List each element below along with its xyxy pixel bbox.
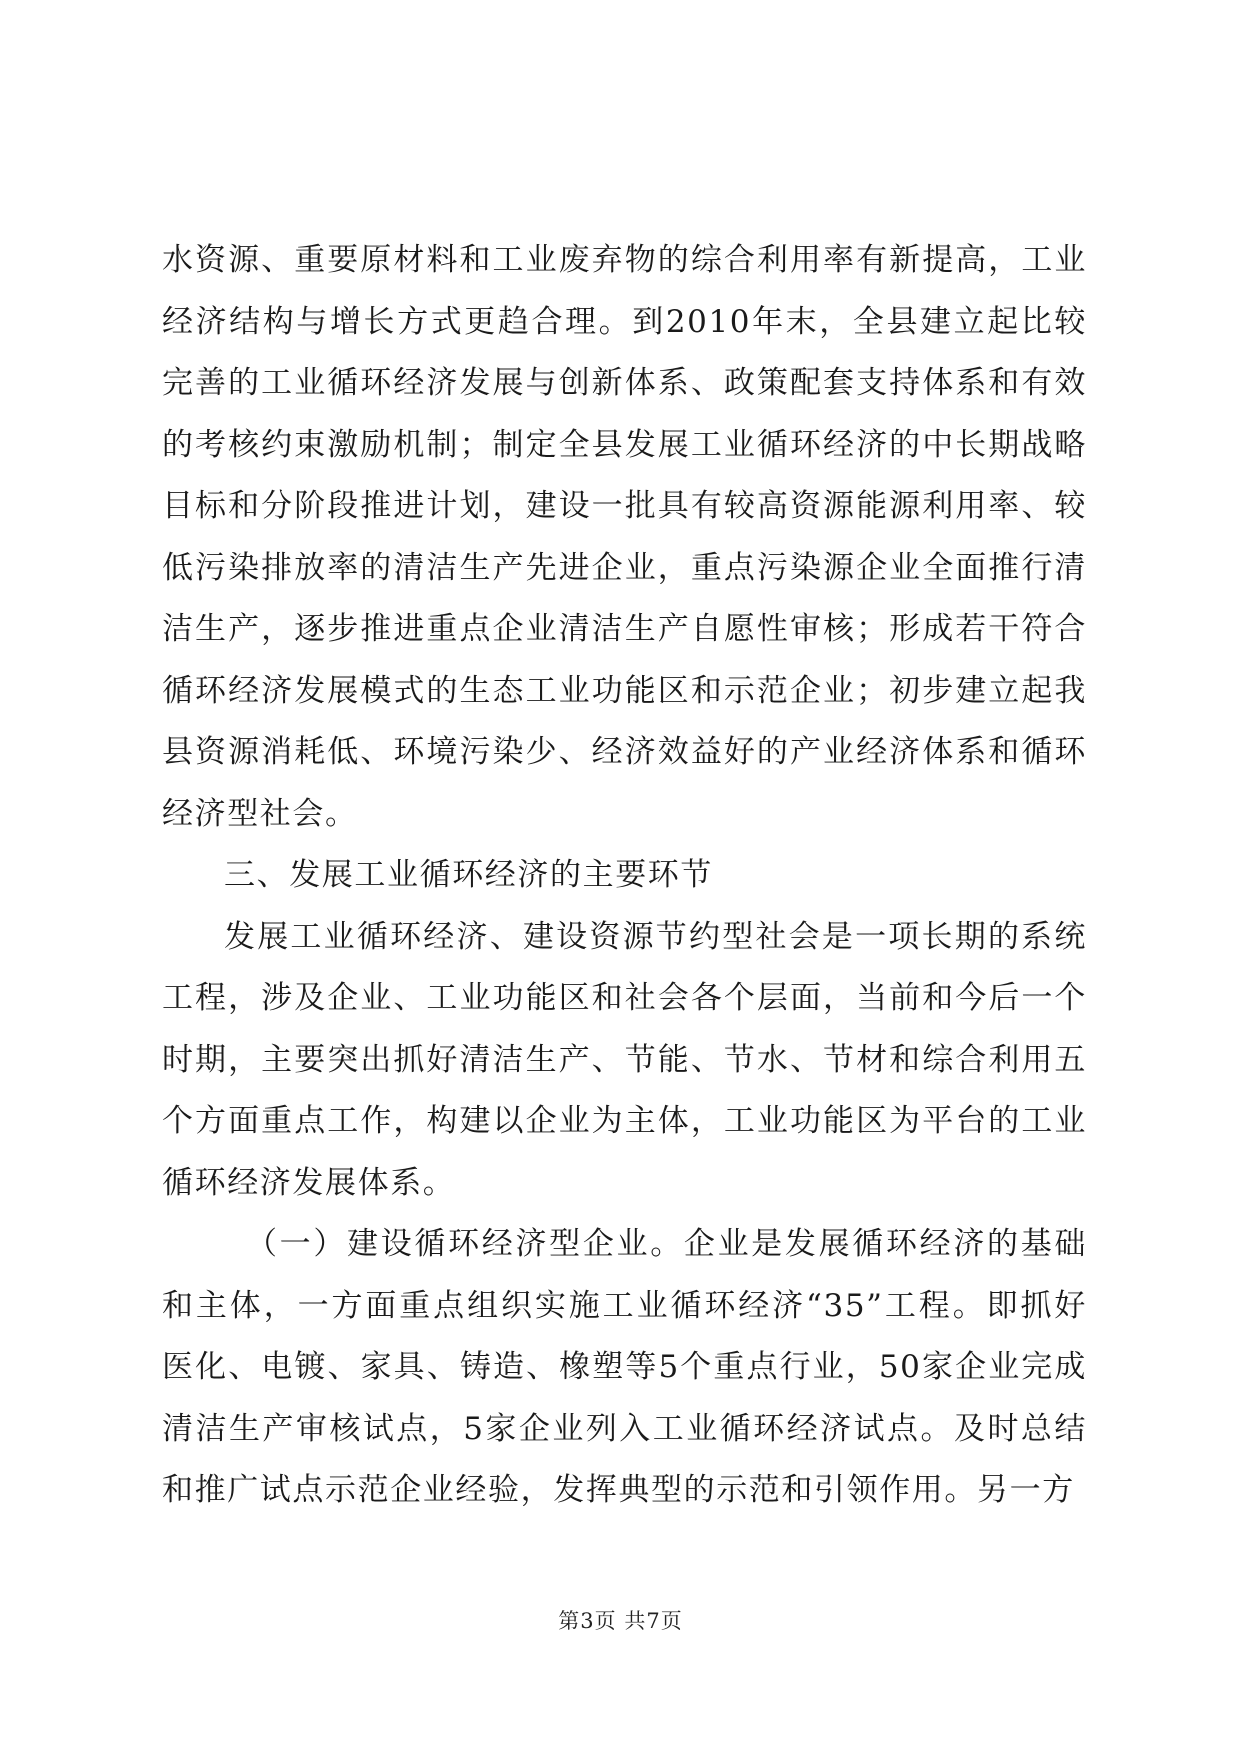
paragraph-overview: 发展工业循环经济、建设资源节约型社会是一项长期的系统工程，涉及企业、工业功能区和社会各个层面，当前和今后一个时期，主要突出抓好清洁生产、节能、节水、节材和综合利用五个方面重点工作，构建以企业为主体，工业功能区为平台的工业循环经济发展体系。 bbox=[162, 918, 1087, 1201]
document-body bbox=[162, 230, 1087, 1522]
page-footer: 第3页 共7页 bbox=[558, 1609, 683, 1633]
paragraph-circular-enterprises: （一）建设循环经济型企业。企业是发展循环经济的基础和主体，一方面重点组织实施工业循环经济“35”工程。即抓好医化、电镀、家具、铸造、橡塑等5个重点行业，50家企业完成清洁生产审核试点，5家企业列入工业循环经济试点。及时总结和推广试点示范企业经验，发挥典型的示范和引领作用。另一方 bbox=[162, 1226, 1087, 1508]
section-heading: 三、发展工业循环经济的主要环节 bbox=[224, 857, 713, 893]
paragraph-targets: 水资源、重要原材料和工业废弃物的综合利用率有新提高，工业经济结构与增长方式更趋合理。到2010年末，全县建立起比较完善的工业循环经济发展与创新体系、政策配套支持体系和有效的考核约束激励机制；制定全县发展工业循环经济的中长期战略目标和分阶段推进计划，建设一批具有较高资源能源利用率、较低污染排放率的清洁生产先进企业，重点污染源企业全面推行清洁生产，逐步推进重点企业清洁生产自愿性审核；形成若干符合循环经济发展模式的生态工业功能区和示范企业；初步建立起我县资源消耗低、环境污染少、经济效益好的产业经济体系和循环经济型社会。 bbox=[162, 242, 1087, 832]
